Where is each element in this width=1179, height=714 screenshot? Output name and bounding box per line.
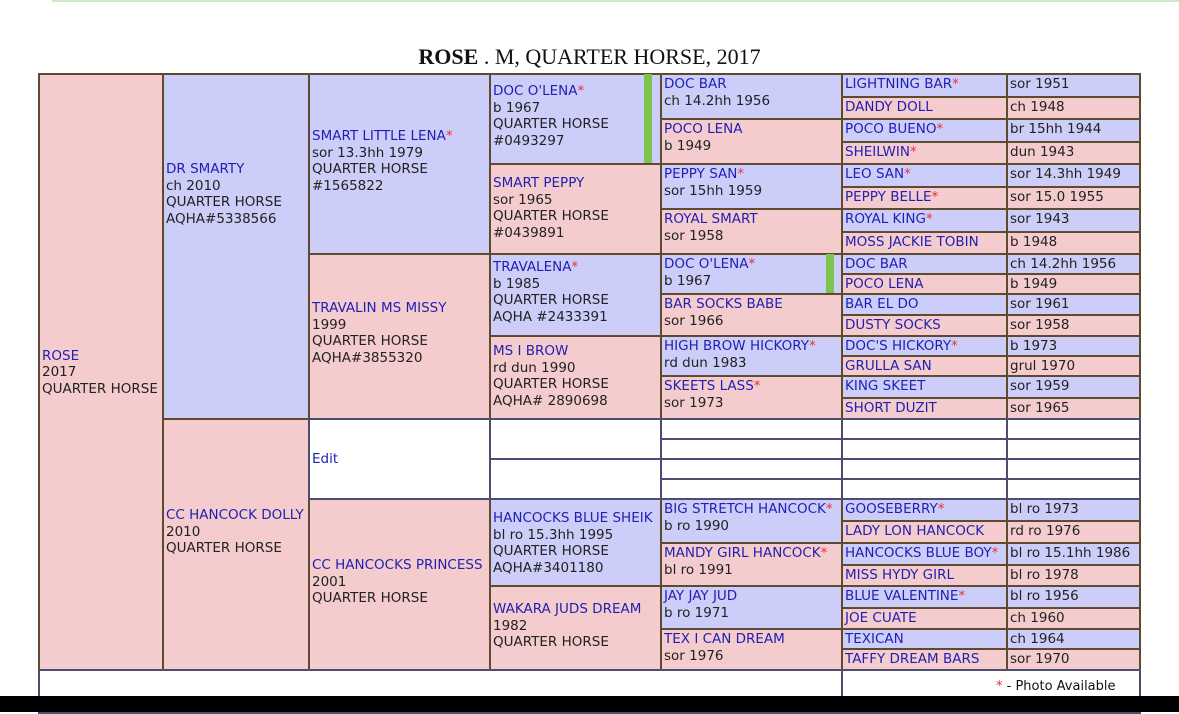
horse-info: sor 1965 (1010, 400, 1070, 416)
cell-gen6-name (841, 314, 1008, 337)
cell-gen6-name (841, 585, 1008, 609)
horse-info: sor 15.0 1955 (1010, 189, 1104, 205)
cell-blank (841, 418, 1008, 440)
horse-info: #0493297 (493, 132, 565, 149)
horse-info: bl ro 1973 (1010, 501, 1079, 517)
horse-info: sor 1958 (1010, 317, 1070, 333)
horse-info: 2001 (312, 573, 347, 590)
horse-info: sor 15hh 1959 (664, 182, 763, 199)
bottom-bar (0, 696, 1179, 712)
photo-star-icon[interactable]: * (909, 144, 917, 160)
horse-name-link[interactable]: PEPPY BELLE (845, 189, 932, 205)
cell-gen6-info (1006, 397, 1141, 420)
cell-gen6-name (841, 231, 1008, 255)
horse-info: rd dun 1990 (493, 359, 576, 376)
cell-subject (38, 73, 164, 671)
cell-gen6-name (841, 186, 1008, 210)
horse-name-link[interactable]: GRULLA SAN (845, 358, 932, 374)
horse-line (664, 378, 841, 395)
horse-line (845, 588, 1006, 605)
horse-line (845, 400, 1006, 417)
horse-info: b 1948 (1010, 234, 1058, 250)
cell-blank (489, 418, 662, 460)
photo-star-icon[interactable]: * (820, 545, 828, 561)
cell-gen6-name (841, 520, 1008, 544)
horse-name-link[interactable]: CC HANCOCK DOLLY (166, 507, 304, 523)
cell-blank (1006, 438, 1141, 460)
horse-name-link[interactable]: TEX I CAN DREAM (664, 631, 785, 647)
cell-blank (841, 438, 1008, 460)
horse-line (493, 510, 660, 527)
cell-gen5 (660, 293, 843, 337)
cell-blank (660, 438, 843, 460)
cell-gen6-info (1006, 335, 1141, 357)
horse-info: ch 14.2hh 1956 (1010, 256, 1117, 272)
horse-line (42, 348, 162, 365)
horse-line (845, 358, 1006, 375)
horse-line (845, 211, 1006, 228)
cell-blank (660, 418, 843, 440)
cell-blank (841, 478, 1008, 500)
horse-line (845, 296, 1006, 313)
cell-gen6-name (841, 273, 1008, 295)
photo-star-icon: * (996, 679, 1003, 694)
horse-info: AQHA#3855320 (312, 349, 423, 366)
horse-line (493, 343, 660, 360)
cell-gen5 (660, 118, 843, 165)
cell-gen4 (489, 73, 662, 165)
cell-gen6-name (841, 96, 1008, 120)
horse-info: bl ro 15.3hh 1995 (493, 526, 614, 543)
cell-gen3 (308, 73, 491, 255)
horse-info: sor 14.3hh 1949 (1010, 166, 1121, 182)
horse-line (312, 557, 489, 574)
horse-info: b ro 1971 (664, 604, 730, 621)
cell-gen6-info (1006, 273, 1141, 295)
cell-gen6-name (841, 293, 1008, 316)
photo-star-icon[interactable]: * (571, 259, 579, 275)
horse-line (845, 545, 1006, 562)
cell-gen6-info (1006, 375, 1141, 399)
horse-info: #0439891 (493, 224, 565, 241)
horse-line (493, 601, 660, 618)
cell-gen2 (162, 73, 310, 420)
photo-star-icon[interactable]: * (958, 588, 966, 604)
horse-name-link[interactable]: DOC BAR (664, 76, 727, 92)
horse-info: 2017 (42, 364, 77, 381)
cell-blank (841, 458, 1008, 480)
cell-gen5 (660, 73, 843, 120)
horse-info: QUARTER HORSE (493, 208, 609, 224)
photo-marker (826, 254, 834, 293)
horse-line (845, 631, 1006, 648)
title-details: . M, QUARTER HORSE, 2017 (478, 44, 761, 69)
horse-name-link[interactable]: DOC BAR (845, 256, 908, 272)
horse-name-link[interactable]: MOSS JACKIE TOBIN (845, 234, 979, 250)
photo-star-icon[interactable]: * (748, 256, 756, 272)
cell-gen6-info (1006, 628, 1141, 650)
horse-line (664, 211, 841, 228)
cell-gen6-info (1006, 141, 1141, 165)
photo-star-icon[interactable]: * (577, 83, 585, 99)
horse-name-link[interactable]: JAY JAY JUD (664, 588, 738, 604)
horse-name-link[interactable]: POCO BUENO (845, 121, 937, 137)
horse-line (845, 501, 1006, 518)
horse-info: sor 13.3hh 1979 (312, 144, 423, 161)
horse-info: 2010 (166, 523, 201, 540)
horse-info: ch 1960 (1010, 610, 1065, 626)
photo-legend (996, 679, 1116, 694)
horse-info: QUARTER HORSE (493, 543, 609, 559)
cell-gen4 (489, 163, 662, 255)
horse-name-link[interactable]: SMART PEPPY (493, 175, 585, 191)
photo-star-icon[interactable]: * (445, 128, 453, 144)
cell-gen6-info (1006, 564, 1141, 587)
top-divider (52, 0, 1179, 2)
cell-gen6-info (1006, 607, 1141, 630)
horse-info: sor 1966 (664, 312, 724, 329)
horse-line (845, 189, 1006, 206)
horse-name-link[interactable]: CC HANCOCKS PRINCESS (312, 557, 483, 573)
horse-info: bl ro 1978 (1010, 567, 1079, 583)
cell-gen6-name (841, 498, 1008, 522)
photo-star-icon[interactable]: * (753, 378, 761, 394)
cell-gen6-info (1006, 73, 1141, 98)
horse-line (845, 523, 1006, 540)
horse-info: #1565822 (312, 177, 384, 194)
horse-info: rd dun 1983 (664, 354, 747, 371)
horse-line (664, 338, 841, 355)
horse-name-link[interactable]: DOC'S HICKORY (845, 338, 952, 354)
horse-line (845, 144, 1006, 161)
horse-line (664, 501, 841, 518)
horse-name-link[interactable]: SMART LITTLE LENA (312, 128, 446, 144)
horse-name-title: ROSE (418, 44, 479, 69)
horse-line (845, 166, 1006, 183)
horse-name-link[interactable]: ROSE (42, 347, 80, 364)
photo-star-icon[interactable]: * (937, 501, 945, 517)
horse-info: sor 1943 (1010, 211, 1070, 227)
horse-name-link[interactable]: DANDY DOLL (845, 99, 933, 115)
horse-line (664, 166, 841, 183)
horse-name-link[interactable]: HIGH BROW HICKORY (664, 338, 810, 354)
horse-name-link[interactable]: MANDY GIRL HANCOCK (664, 545, 821, 561)
horse-info: AQHA#5338566 (166, 210, 277, 227)
cell-gen2 (162, 418, 310, 671)
cell-gen4 (489, 335, 662, 420)
horse-name-link[interactable]: DOC O'LENA (664, 256, 749, 272)
horse-line (493, 83, 660, 100)
horse-line (312, 300, 489, 317)
horse-info: QUARTER HORSE (166, 540, 282, 556)
horse-line (664, 588, 841, 605)
horse-info: QUARTER HORSE (493, 116, 609, 132)
cell-gen6-name (841, 648, 1008, 671)
horse-info: b 1973 (1010, 338, 1058, 354)
cell-gen6-info (1006, 186, 1141, 210)
cell-gen6-info (1006, 293, 1141, 316)
cell-gen6-name (841, 73, 1008, 98)
horse-info: QUARTER HORSE (312, 590, 428, 606)
horse-info: bl ro 1956 (1010, 588, 1079, 604)
horse-name-link[interactable]: POCO LENA (664, 121, 743, 137)
cell-gen4 (489, 498, 662, 587)
horse-info: AQHA# 2890698 (493, 392, 608, 409)
horse-name-link[interactable]: SKEETS LASS (664, 378, 754, 394)
cell-gen6-name (841, 335, 1008, 357)
horse-line (845, 121, 1006, 138)
cell-gen6-name (841, 163, 1008, 188)
cell-gen6-info (1006, 163, 1141, 188)
photo-star-icon[interactable]: * (951, 338, 958, 354)
horse-name-link[interactable]: BIG STRETCH HANCOCK (664, 501, 826, 517)
cell-gen5 (660, 498, 843, 544)
cell-blank (1006, 478, 1141, 500)
cell-blank (489, 458, 662, 500)
horse-line (166, 161, 308, 178)
horse-name-link[interactable]: ROYAL KING (845, 211, 926, 227)
cell-gen6-info (1006, 542, 1141, 566)
horse-name-link[interactable]: MS I BROW (493, 343, 569, 359)
horse-name-link[interactable]: DOC O'LENA (493, 83, 578, 99)
photo-star-icon[interactable]: * (936, 121, 944, 137)
horse-name-link[interactable]: GOOSEBERRY (845, 501, 938, 517)
cell-gen6-name (841, 118, 1008, 143)
horse-name-link[interactable]: LEO SAN (845, 166, 905, 182)
horse-line (845, 338, 1006, 355)
horse-info: sor 1965 (493, 191, 553, 208)
cell-gen5 (660, 208, 843, 255)
horse-line (845, 378, 1006, 395)
horse-name-link[interactable]: BAR EL DO (845, 296, 919, 312)
horse-line (845, 567, 1006, 584)
horse-line (845, 610, 1006, 627)
horse-name-link[interactable]: DR SMARTY (166, 161, 245, 177)
horse-line (493, 175, 660, 192)
horse-line (845, 651, 1006, 668)
horse-line (664, 256, 841, 273)
photo-star-icon[interactable]: * (825, 501, 833, 517)
horse-info: AQHA #2433391 (493, 308, 608, 325)
horse-info: sor 1951 (1010, 76, 1070, 92)
photo-legend-text: - Photo Available (1002, 679, 1116, 694)
horse-info: QUARTER HORSE (493, 634, 609, 650)
cell-blank (660, 478, 843, 500)
cell-gen6-name (841, 208, 1008, 233)
horse-name-link[interactable]: JOE CUATE (845, 610, 917, 626)
horse-line (312, 128, 489, 145)
horse-info: b 1985 (493, 275, 541, 292)
horse-name-link[interactable]: TEXICAN (845, 631, 904, 647)
horse-name-link[interactable]: TRAVALIN MS MISSY (312, 300, 447, 316)
cell-gen4 (489, 253, 662, 337)
horse-info: QUARTER HORSE (493, 376, 609, 392)
horse-name-link[interactable]: SHORT DUZIT (845, 400, 937, 416)
photo-star-icon[interactable]: * (737, 166, 745, 182)
horse-name-link[interactable]: POCO LENA (845, 276, 924, 292)
horse-info: b ro 1990 (664, 517, 730, 534)
horse-name-link[interactable]: BLUE VALENTINE (845, 588, 959, 604)
cell-gen6-info (1006, 314, 1141, 337)
horse-info: grul 1970 (1010, 358, 1076, 374)
horse-line (845, 76, 1006, 93)
horse-line (845, 99, 1006, 116)
horse-info: ch 1948 (1010, 99, 1065, 115)
horse-info: b 1949 (1010, 276, 1058, 292)
horse-line (664, 631, 841, 648)
cell-gen6-name (841, 397, 1008, 420)
horse-info: QUARTER HORSE (166, 194, 282, 210)
cell-gen6-name (841, 564, 1008, 587)
horse-info: b 1949 (664, 137, 712, 154)
horse-line (664, 121, 841, 138)
horse-line (664, 296, 841, 313)
horse-name-link[interactable]: DUSTY SOCKS (845, 317, 941, 333)
horse-name-link[interactable]: ROYAL SMART (664, 211, 758, 227)
cell-gen6-name (841, 375, 1008, 399)
cell-gen6-info (1006, 231, 1141, 255)
horse-info: 1982 (493, 617, 528, 634)
photo-star-icon[interactable]: * (904, 166, 911, 182)
horse-line (845, 276, 1006, 293)
horse-info: sor 1961 (1010, 296, 1070, 312)
horse-info: QUARTER HORSE (312, 333, 428, 349)
horse-info: sor 1958 (664, 227, 724, 244)
horse-line (845, 234, 1006, 251)
horse-info: bl ro 1991 (664, 561, 733, 578)
horse-info: sor 1973 (664, 394, 724, 411)
horse-info: QUARTER HORSE (312, 161, 428, 177)
horse-info: QUARTER HORSE (42, 380, 158, 397)
horse-info: ch 2010 (166, 177, 221, 194)
horse-info: bl ro 15.1hh 1986 (1010, 545, 1131, 561)
cell-gen5 (660, 163, 843, 210)
cell-gen4 (489, 585, 662, 671)
cell-gen6-info (1006, 648, 1141, 671)
cell-gen5 (660, 628, 843, 671)
horse-name-link[interactable]: WAKARA JUDS DREAM (493, 601, 642, 617)
cell-gen5 (660, 335, 843, 377)
horse-name-link[interactable]: HANCOCKS BLUE SHEIK (493, 510, 653, 526)
cell-gen3 (308, 498, 491, 671)
cell-gen6-info (1006, 498, 1141, 522)
horse-info: rd ro 1976 (1010, 523, 1081, 539)
photo-star-icon[interactable]: * (925, 211, 933, 227)
cell-gen5 (660, 542, 843, 587)
horse-info: ch 14.2hh 1956 (664, 92, 771, 109)
horse-name-link[interactable]: TRAVALENA (493, 259, 572, 275)
cell-gen5 (660, 375, 843, 420)
cell-gen6-name (841, 542, 1008, 566)
horse-name-link[interactable]: LIGHTNING BAR (845, 76, 953, 92)
cell-gen5 (660, 585, 843, 630)
photo-marker (644, 74, 652, 163)
photo-star-icon[interactable]: * (931, 189, 939, 205)
horse-info: sor 1970 (1010, 651, 1070, 667)
cell-gen6-name (841, 607, 1008, 630)
cell-blank (1006, 418, 1141, 440)
horse-line (664, 76, 841, 93)
cell-blank (660, 458, 843, 480)
page-title (0, 44, 1179, 70)
horse-info: AQHA#3401180 (493, 559, 604, 576)
horse-info: br 15hh 1944 (1010, 121, 1102, 137)
cell-gen6-info (1006, 96, 1141, 120)
horse-line (845, 317, 1006, 334)
cell-blank (1006, 458, 1141, 480)
horse-name-link[interactable]: TAFFY DREAM BARS (845, 651, 980, 667)
horse-line (664, 545, 841, 562)
horse-info: 1999 (312, 316, 347, 333)
cell-gen6-info (1006, 253, 1141, 275)
cell-gen6-info (1006, 355, 1141, 377)
cell-gen6-name (841, 355, 1008, 377)
cell-gen6-name (841, 253, 1008, 275)
horse-info: sor 1959 (1010, 378, 1070, 394)
horse-line (845, 256, 1006, 273)
horse-name-link[interactable]: LADY LON HANCOCK (845, 523, 985, 539)
horse-line (493, 259, 660, 276)
horse-info: sor 1976 (664, 647, 724, 664)
cell-gen3 (308, 253, 491, 420)
horse-info: b 1967 (493, 99, 541, 116)
horse-name-link[interactable]: HANCOCKS BLUE BOY (845, 545, 992, 561)
horse-name-link[interactable]: KING SKEET (845, 378, 926, 394)
cell-gen6-name (841, 628, 1008, 650)
horse-name-link[interactable]: PEPPY SAN (664, 166, 738, 182)
cell-gen6-info (1006, 520, 1141, 544)
horse-info: ch 1964 (1010, 631, 1065, 647)
horse-name-link[interactable]: SHEILWIN (845, 144, 910, 160)
horse-name-link[interactable]: MISS HYDY GIRL (845, 567, 954, 583)
photo-star-icon[interactable]: * (809, 338, 816, 354)
horse-name-link[interactable]: BAR SOCKS BABE (664, 296, 783, 312)
cell-gen5 (660, 253, 843, 295)
cell-gen6-info (1006, 585, 1141, 609)
horse-line (166, 507, 308, 524)
horse-info: QUARTER HORSE (493, 292, 609, 308)
horse-info: dun 1943 (1010, 144, 1075, 160)
edit-link[interactable]: Edit (312, 451, 339, 468)
photo-star-icon[interactable]: * (991, 545, 999, 561)
cell-gen6-info (1006, 208, 1141, 233)
cell-gen6-name (841, 141, 1008, 165)
cell-blank (308, 418, 491, 500)
photo-star-icon[interactable]: * (952, 76, 959, 92)
cell-gen6-info (1006, 118, 1141, 143)
horse-info: b 1967 (664, 272, 712, 289)
